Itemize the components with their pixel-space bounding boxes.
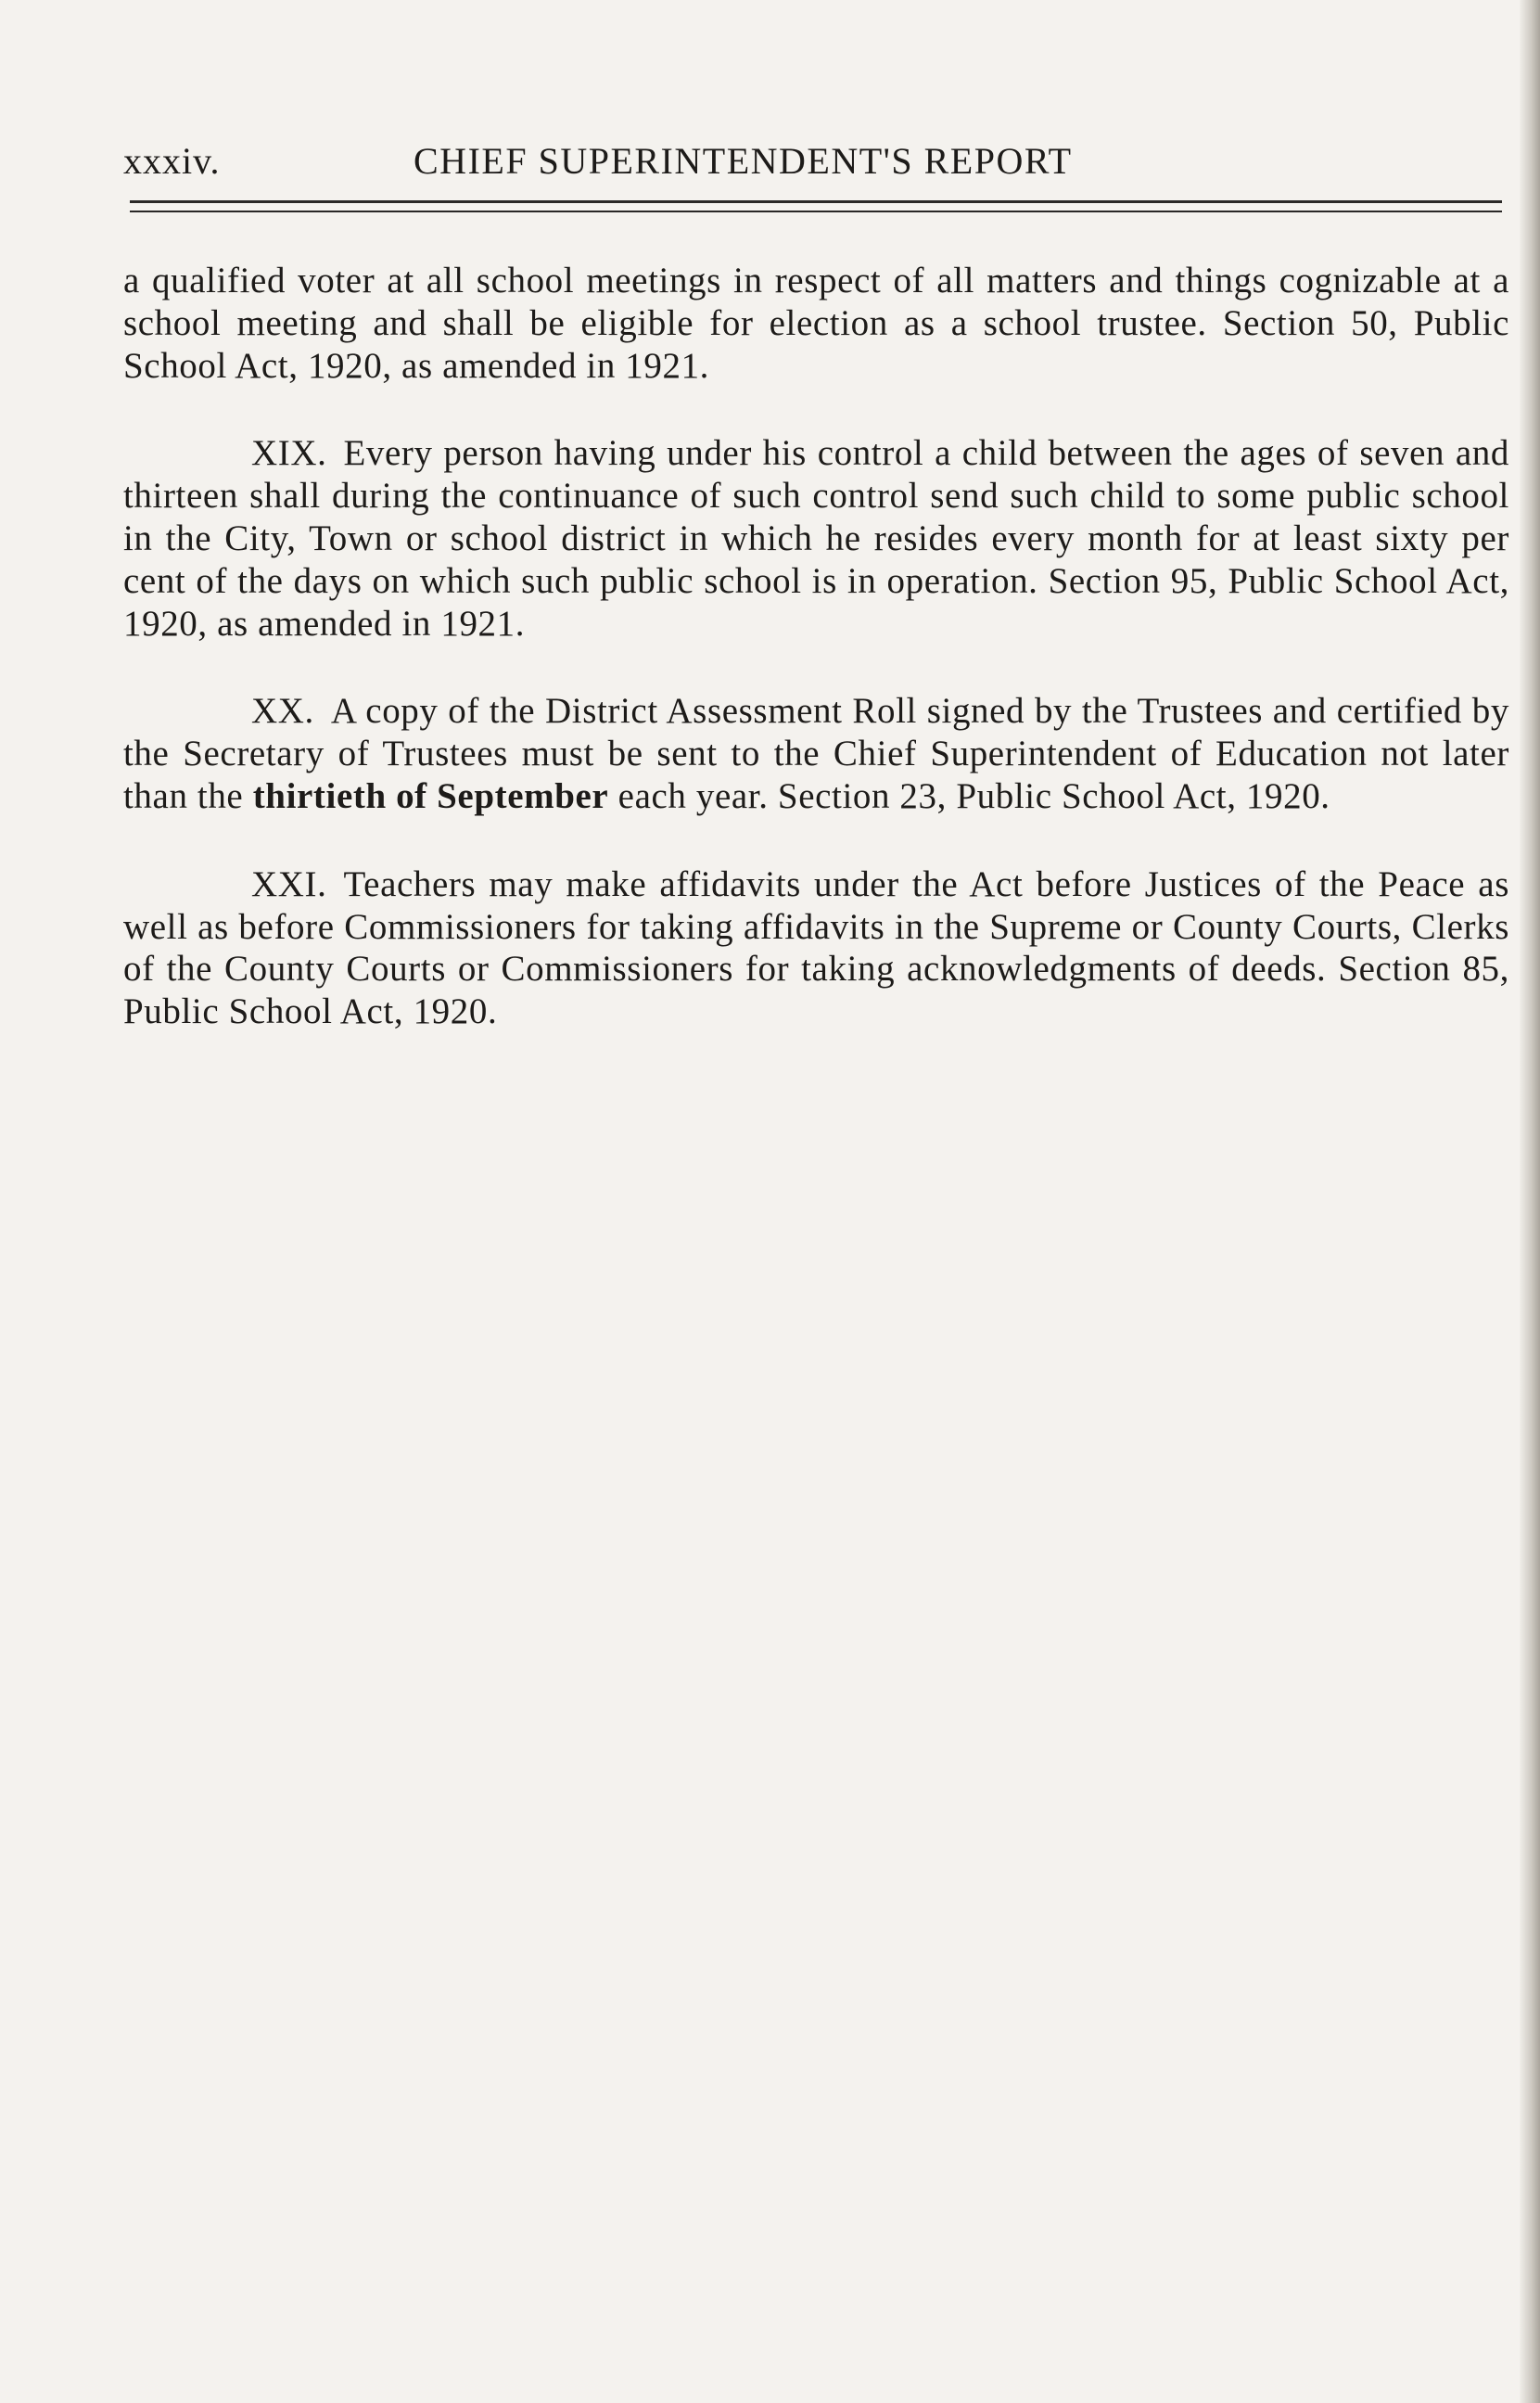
paragraph-xx xyxy=(123,690,1509,817)
header-rule xyxy=(130,200,1502,203)
body-text xyxy=(123,260,1509,1079)
running-title: CHIEF SUPERINTENDENT'S REPORT xyxy=(414,140,1073,182)
section-number: XXI. xyxy=(251,863,327,904)
paragraph-text: a qualified voter at all school meetings in respect of all matters and things cognizable at a school meeting and shall be eligible for election as a school trustee. Section 50, Public School Act, 1920, as amended in 1921. xyxy=(123,261,1509,386)
section-number: XX. xyxy=(251,691,314,732)
section-number: XIX. xyxy=(251,433,327,474)
paragraph-text: A copy of the District Assessment Roll signed by the Trustees and certified by the Secretary of Trustees must be sent to the Chief Superintendent of Education not later than the xyxy=(123,691,1509,816)
paragraph-xix xyxy=(123,432,1509,645)
page-edge-shadow xyxy=(1520,0,1540,2403)
page-number: xxxiv. xyxy=(123,140,221,182)
paragraph-xxi xyxy=(123,863,1509,1033)
paragraph-text-end: each year. Section 23, Public School Act, 1920. xyxy=(608,775,1330,816)
paragraph-text: Every person having under his control a child between the ages of seven and thirteen shall during the continuance of such control send such child to some public school in the City, Town or school district in which he resides every month for at least sixty per cent of the days on which such public school is in operation. Section 95, Public School Act, 1920, as amended in 1921. xyxy=(123,433,1509,644)
page-header xyxy=(123,139,1509,195)
bold-date-phrase: thirtieth of September xyxy=(252,775,609,816)
paragraph-continuation xyxy=(123,260,1509,387)
header-rule-thin xyxy=(130,211,1502,212)
paragraph-text: Teachers may make affidavits under the Act before Justices of the Peace as well as before Commissioners for taking affidavits in the Supreme or County Courts, Clerks of the County Courts or Commissioners for taking acknowledgments of deeds. Section 85, Public School Act, 1920. xyxy=(123,863,1509,1032)
